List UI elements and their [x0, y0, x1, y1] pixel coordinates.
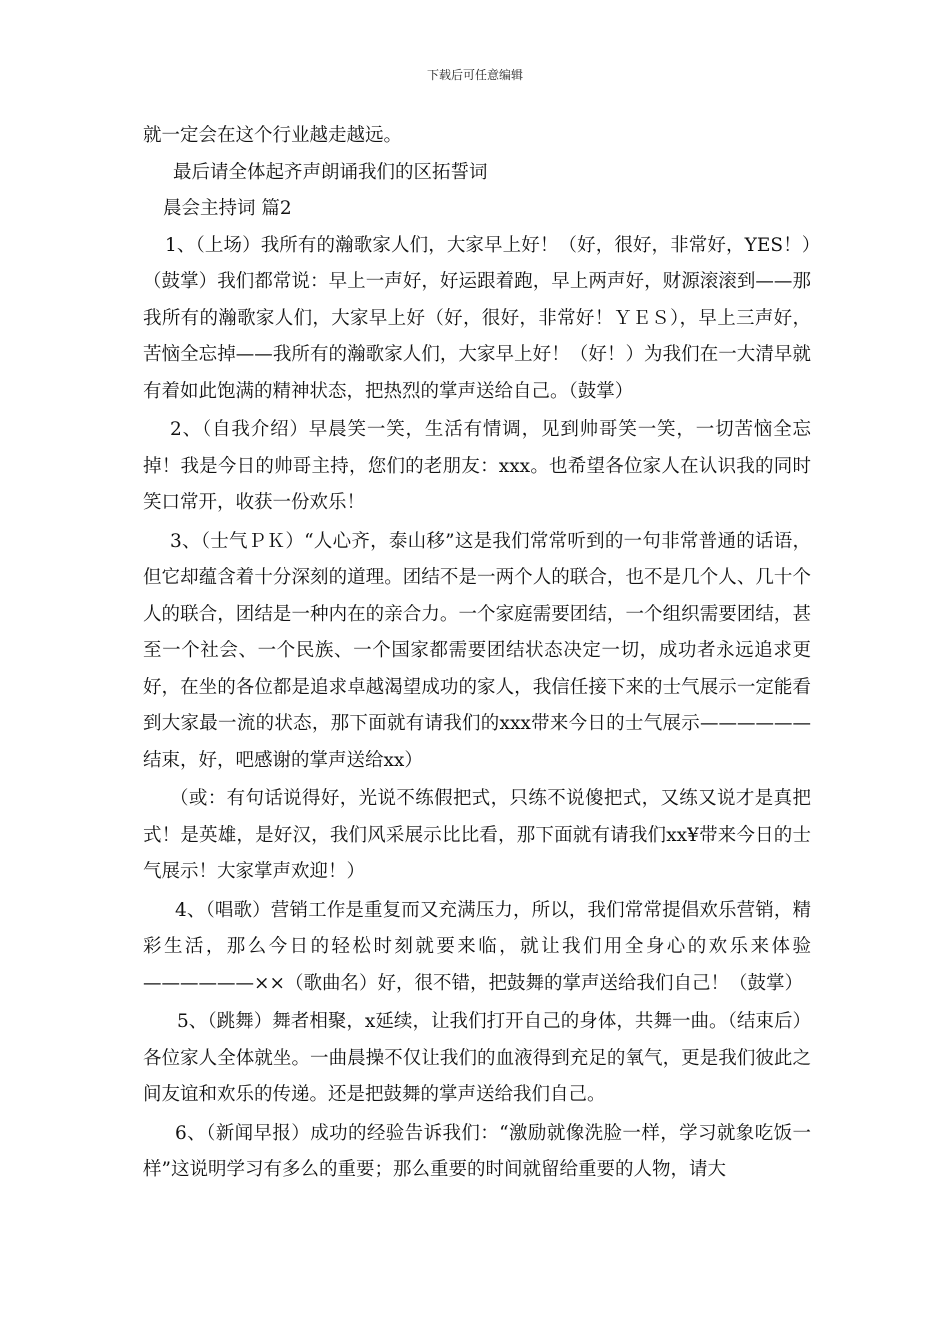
section-heading: 晨会主持词 篇2: [163, 198, 292, 219]
document-body: [143, 118, 811, 1189]
paragraph: （或：有句话说得好，光说不练假把式，只练不说傻把式，又练又说才是真把式！是英雄，是好汉，我们风采展示比比看，那下面就有请我们xx¥带来今日的士气展示！大家掌声欢迎！）: [143, 788, 811, 882]
paragraph: 6、（新闻早报）成功的经验告诉我们：“激励就像洗脸一样，学习就象吃饭一样”这说明学习有多么的重要；那么重要的时间就留给重要的人物，请大: [143, 1122, 811, 1180]
paragraph: 3、（士气ＰＫ）“人心齐，泰山移”这是我们常常听到的一句非常普通的话语，但它却蕴含着十分深刻的道理。团结不是一两个人的联合，也不是几个人、几十个人的联合，团结是一种内在的亲合力。一个家庭需要团结，一个组织需要团结，甚至一个社会、一个民族、一个国家都需要团结状态决定一切，成功者永远追求更好，在坐的各位都是追求卓越渴望成功的家人，我信任接下来的士气展示一定能看到大家最一流的状态，那下面就有请我们的xxx带来今日的士气展示——————结束，好，吧感谢的掌声送给xx）: [143, 530, 811, 771]
paragraph: 就一定会在这个行业越走越远。: [143, 125, 403, 146]
paragraph: 4、（唱歌）营销工作是重复而又充满压力，所以，我们常常提倡欢乐营销，精彩生活，那么今日的轻松时刻就要来临，就让我们用全身心的欢乐来体验——————××（歌曲名）好，很不错，把鼓舞的掌声送给我们自己！（鼓掌）: [143, 899, 811, 994]
page-header: 下载后可任意编辑: [426, 68, 523, 82]
paragraph: 1、（上场）我所有的瀚歌家人们，大家早上好！（好，很好，非常好，YES！）（鼓掌）我们都常说：早上一声好，好运跟着跑，早上两声好，财源滚滚到——那我所有的瀚歌家人们，大家早上好（好，很好，非常好！ＹＥＳ），早上三声好，苦恼全忘掉——我所有的瀚歌家人们，大家早上好！（好！）为我们在一大清早就有着如此饱满的精神状态，把热烈的掌声送给自己。（鼓掌）: [143, 234, 811, 402]
paragraph: 最后请全体起齐声朗诵我们的区拓誓词: [173, 161, 488, 183]
paragraph: 5、（跳舞）舞者相聚，x延续，让我们打开自己的身体，共舞一曲。（结束后）各位家人全体就坐。一曲晨操不仅让我们的血液得到充足的氧气，更是我们彼此之间友谊和欢乐的传递。还是把鼓舞的掌声送给我们自己。: [143, 1011, 811, 1105]
paragraph: 2、（自我介绍）早晨笑一笑，生活有情调，见到帅哥笑一笑，一切苦恼全忘掉！我是今日的帅哥主持，您们的老朋友：xxx。也希望各位家人在认识我的同时笑口常开，收获一份欢乐！: [143, 419, 811, 513]
